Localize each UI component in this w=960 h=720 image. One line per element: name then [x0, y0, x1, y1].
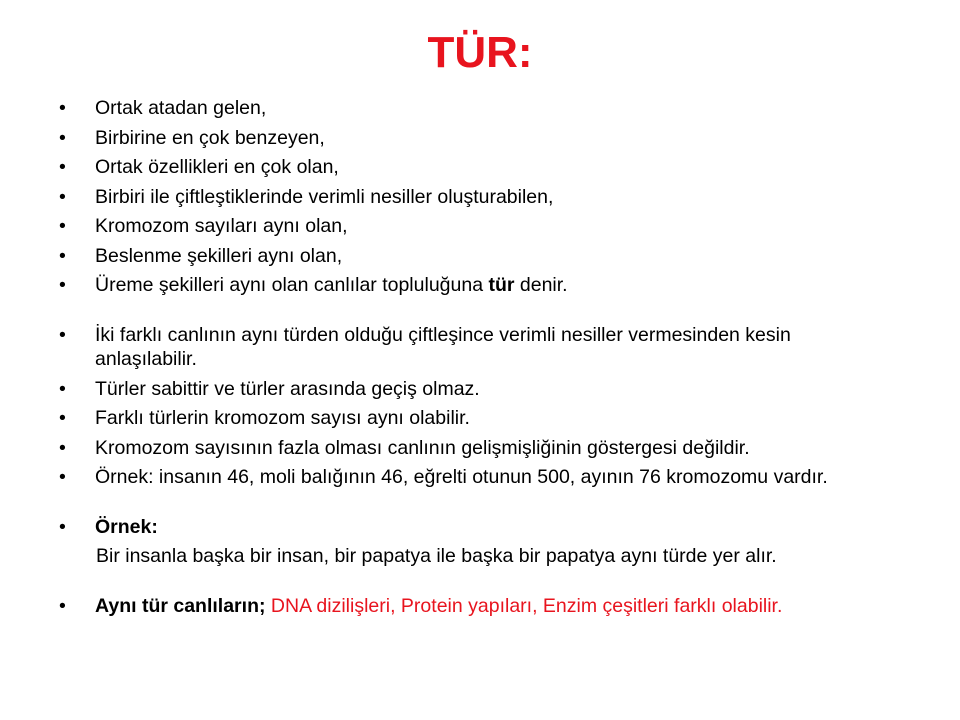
list-item: • Ortak atadan gelen, [58, 96, 898, 121]
list-item: • Kromozom sayısının fazla olması canlının gelişmişliğinin göstergesi değildir. [58, 436, 898, 461]
bold-lead: Aynı tür canlıların; [95, 594, 266, 617]
list-item: • İki farklı canlının aynı türden olduğu çiftleşince verimli nesiller vermesinden kesin anlaşılabilir. [58, 323, 898, 372]
example-label: Örnek: [95, 515, 158, 538]
bold-term: tür [488, 274, 515, 296]
final-list [58, 594, 898, 619]
list-item: • Birbirine en çok benzeyen, [58, 126, 898, 151]
slide-title: TÜR: [427, 28, 533, 77]
item-text: Üreme şekilleri aynı olan canlılar topluluğuna [95, 274, 489, 296]
slide-content [58, 96, 898, 623]
list-item: • Örnek: insanın 46, moli balığının 46, eğrelti otunun 500, ayının 76 kromozomu vardır. [58, 465, 898, 490]
list-item: • Birbiri ile çiftleştiklerinde verimli nesiller oluşturabilen, [58, 185, 898, 210]
list-item: • Türler sabittir ve türler arasında geçiş olmaz. [58, 377, 898, 402]
list-item [58, 515, 898, 540]
list-item: • Kromozom sayıları aynı olan, [58, 214, 898, 239]
highlight-text: DNA dizilişleri, Protein yapıları, Enzim çeşitleri farklı olabilir. [265, 594, 783, 617]
list-item [58, 594, 898, 619]
list-item: • Beslenme şekilleri aynı olan, [58, 244, 898, 269]
list-item: • Ortak özellikleri en çok olan, [58, 155, 898, 180]
facts-list [58, 323, 898, 490]
example-text: Bir insanla başka bir insan, bir papatya ile başka bir papatya aynı türde yer alır. [96, 545, 777, 567]
list-item [58, 273, 898, 298]
definition-list [58, 96, 898, 298]
example-list [58, 515, 898, 540]
list-item: • Farklı türlerin kromozom sayısı aynı olabilir. [58, 406, 898, 431]
item-text: denir. [514, 274, 568, 296]
